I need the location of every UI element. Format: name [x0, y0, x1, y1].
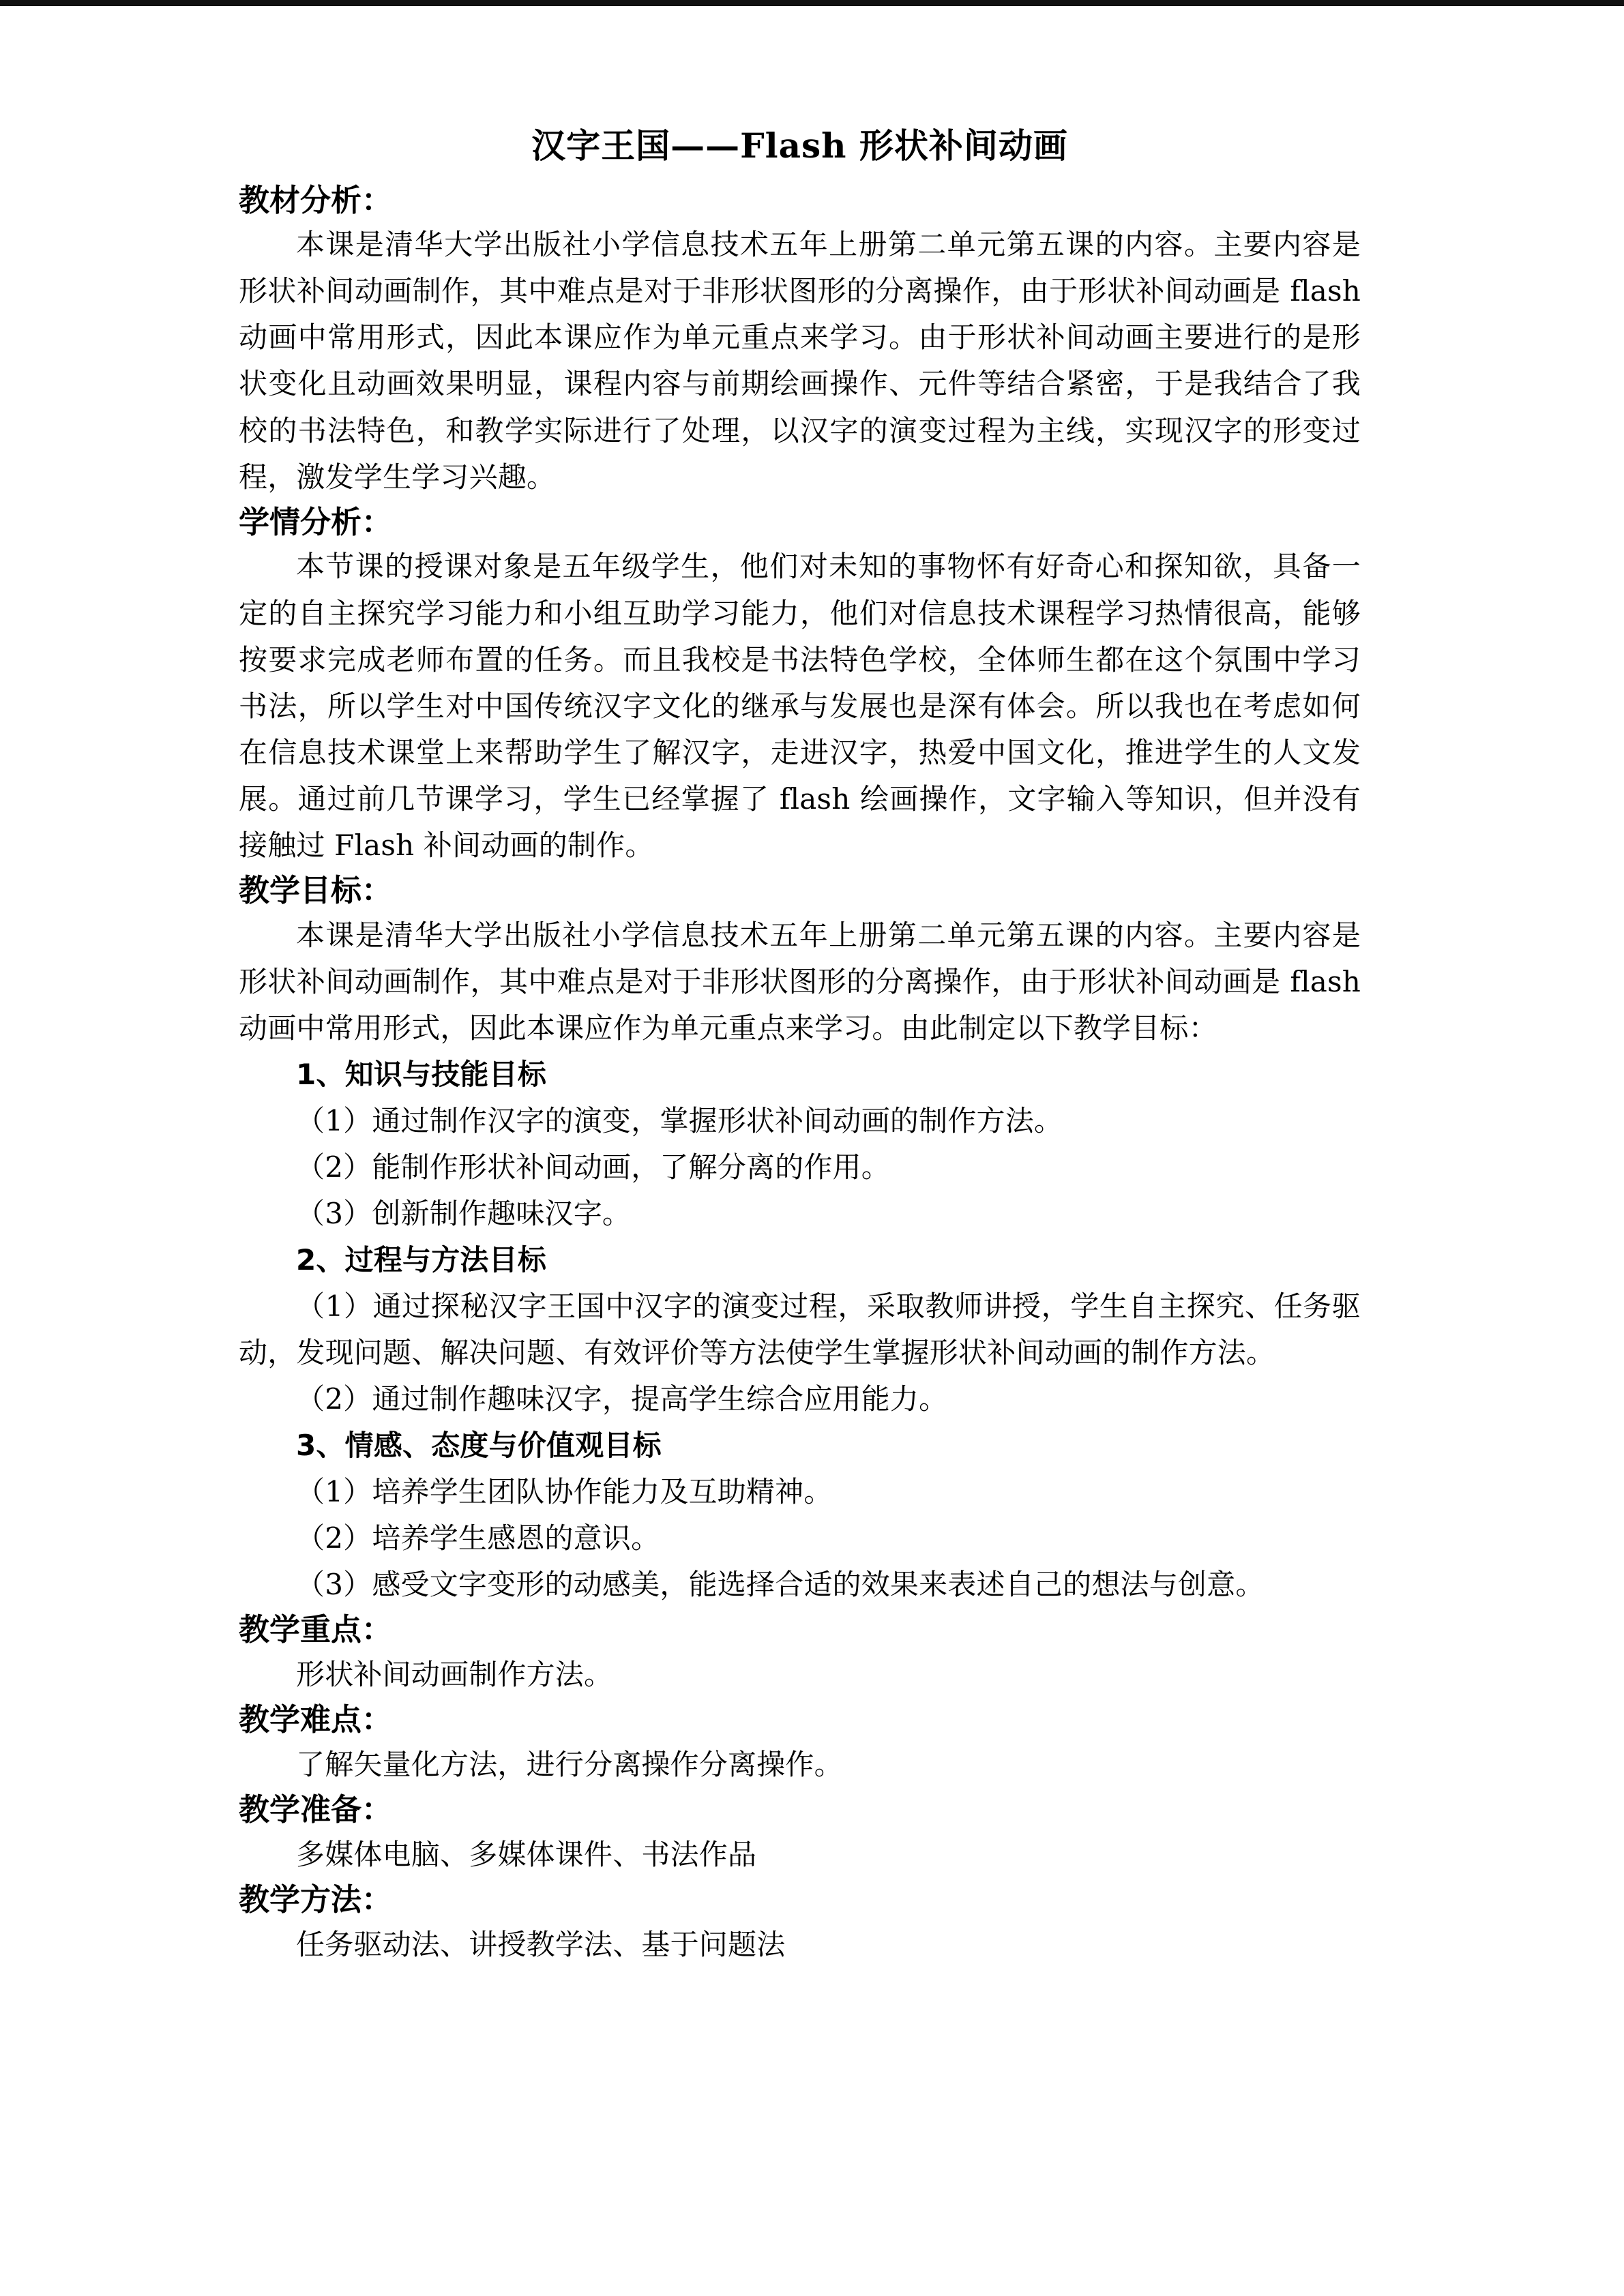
- objective-group-label-3: 3、情感、态度与价值观目标: [296, 1428, 662, 1462]
- list-item: （2）通过制作趣味汉字，提高学生综合应用能力。: [296, 1382, 948, 1416]
- section-heading-teaching-objectives: 教学目标：: [239, 871, 393, 908]
- page-title: 汉字王国——Flash 形状补间动画: [531, 125, 1068, 166]
- objective-group-label-2: 2、过程与方法目标: [296, 1242, 547, 1277]
- list-item: （1）培养学生团队协作能力及互助精神。: [296, 1474, 833, 1508]
- section-heading-preparation: 教学准备：: [239, 1791, 393, 1828]
- paragraph-teaching-objectives-intro: 本课是清华大学出版社小学信息技术五年上册第二单元第五课的内容。主要内容是形状补间动画制作，其中难点是对于非形状图形的分离操作，由于形状补间动画是 flash 动画中常用形式，因此本课应作为单元重点来学习。由此制定以下教学目标：: [239, 918, 1361, 1045]
- paragraph-textbook-analysis: 本课是清华大学出版社小学信息技术五年上册第二单元第五课的内容。主要内容是形状补间动画制作，其中难点是对于非形状图形的分离操作，由于形状补间动画是 flash 动画中常用形式，因此本课应作为单元重点来学习。由于形状补间动画主要进行的是形状变化且动画效果明显，课程内容与前期绘画操作、元件等结合紧密，于是我结合了我校的书法特色，和教学实际进行了处理，以汉字的演变过程为主线，实现汉字的形变过程，激发学生学习兴趣。: [239, 228, 1361, 494]
- list-item: （3）感受文字变形的动感美，能选择合适的效果来表述自己的想法与创意。: [296, 1568, 1265, 1602]
- list-item: （2）培养学生感恩的意识。: [296, 1521, 660, 1555]
- paragraph-key-point: 形状补间动画制作方法。: [296, 1657, 613, 1691]
- section-heading-methods: 教学方法：: [239, 1881, 393, 1918]
- section-heading-difficulty: 教学难点：: [239, 1701, 393, 1738]
- list-item: （1）通过制作汉字的演变，掌握形状补间动画的制作方法。: [296, 1103, 1063, 1137]
- paragraph-difficulty: 了解矢量化方法，进行分离操作分离操作。: [296, 1747, 843, 1781]
- list-item: （2）能制作形状补间动画，了解分离的作用。: [296, 1150, 890, 1184]
- paragraph-methods: 任务驱动法、讲授教学法、基于问题法: [296, 1927, 786, 1961]
- list-item: （3）创新制作趣味汉字。: [296, 1196, 632, 1230]
- paragraph-student-analysis: 本节课的授课对象是五年级学生，他们对未知的事物怀有好奇心和探知欲，具备一定的自主探究学习能力和小组互助学习能力，他们对信息技术课程学习热情很高，能够按要求完成老师布置的任务。而且我校是书法特色学校，全体师生都在这个氛围中学习书法，所以学生对中国传统汉字文化的继承与发展也是深有体会。所以我也在考虑如何在信息技术课堂上来帮助学生了解汉字，走进汉字，热爱中国文化，推进学生的人文发展。通过前几节课学习，学生已经掌握了 flash 绘画操作，文字输入等知识，但并没有接触过 Flash 补间动画的制作。: [239, 550, 1361, 862]
- paragraph-preparation: 多媒体电脑、多媒体课件、书法作品: [296, 1837, 757, 1871]
- list-item: （1）通过探秘汉字王国中汉字的演变过程，采取教师讲授，学生自主探究、任务驱动，发现问题、解决问题、有效评价等方法使学生掌握形状补间动画的制作方法。: [239, 1289, 1361, 1369]
- objective-group-label-1: 1、知识与技能目标: [296, 1057, 547, 1091]
- section-heading-textbook-analysis: 教材分析：: [239, 181, 393, 218]
- section-heading-key-point: 教学重点：: [239, 1611, 393, 1648]
- section-heading-student-analysis: 学情分析：: [239, 503, 393, 540]
- scan-edge-artifact: [0, 0, 1624, 6]
- document-content: [239, 123, 1361, 1968]
